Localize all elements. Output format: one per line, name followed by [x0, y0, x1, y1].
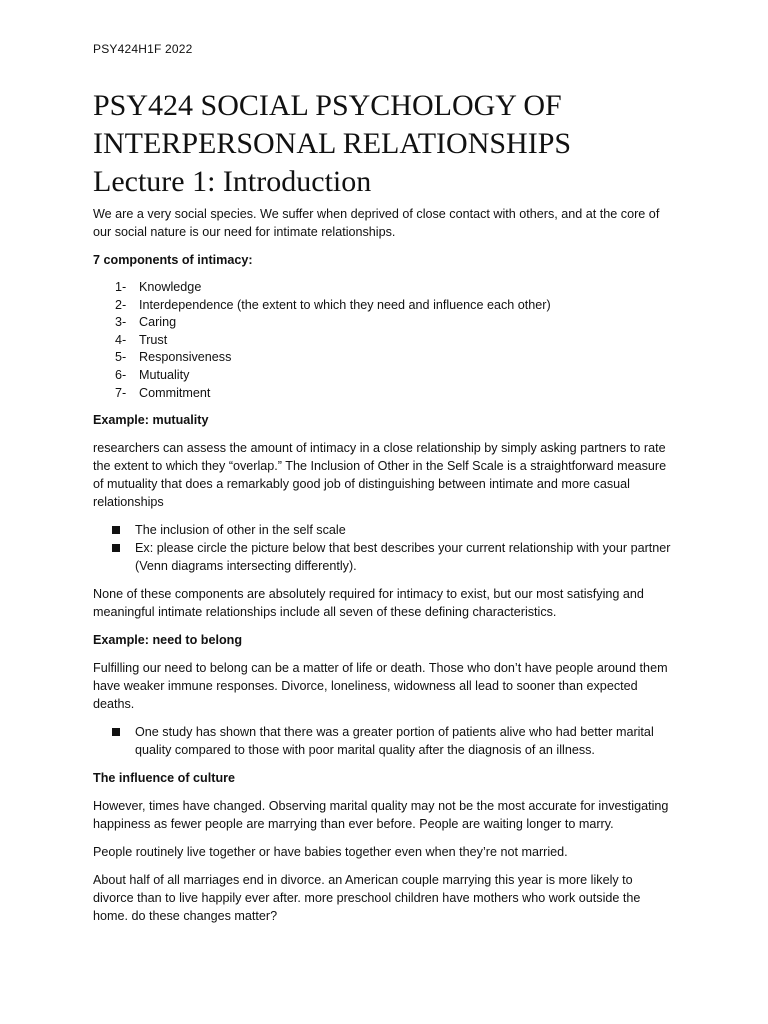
list-number: 5- — [115, 350, 127, 365]
mutuality-bullet-list — [93, 521, 671, 575]
culture-paragraph-2: People routinely live together or have babies together even when they’re not married. — [93, 845, 568, 860]
culture-paragraph-1: However, times have changed. Observing marital quality may not be the most accurate for investigating happiness as fewer people are marrying than ever before. People are waiting longer to marry. — [93, 799, 669, 832]
culture-paragraph-3: About half of all marriages end in divorce. an American couple marrying this year is more likely to divorce than to live happily ever after. more preschool children have mothers who work outside the home. do these changes matter? — [93, 873, 641, 924]
list-item — [93, 521, 671, 539]
list-number: 1- — [115, 280, 127, 294]
list-item-text: One study has shown that there was a greater portion of patients alive who had better marital quality compared to those with poor marital quality after the diagnosis of an illness. — [135, 725, 654, 758]
list-item — [93, 279, 671, 297]
document-title — [93, 87, 693, 201]
list-item — [93, 349, 671, 367]
list-item-text: Mutuality — [139, 367, 190, 382]
belong-bullet-list — [93, 723, 671, 759]
list-item — [93, 723, 671, 759]
list-item-text: Caring — [139, 315, 177, 330]
title-line-1: PSY424 SOCIAL PSYCHOLOGY OF — [93, 89, 562, 122]
list-item — [93, 385, 671, 403]
list-item — [93, 332, 671, 350]
list-item — [93, 539, 671, 575]
list-item — [93, 297, 671, 315]
list-item-text: The inclusion of other in the self scale — [135, 523, 346, 538]
intro-paragraph: We are a very social species. We suffer when deprived of close contact with others, and at the core of our social nature is our need for intimate relationships. — [93, 207, 660, 239]
list-item-text: Interdependence (the extent to which they need and influence each other) — [139, 297, 551, 312]
list-item — [93, 314, 671, 332]
square-bullet-icon — [112, 544, 120, 552]
list-number: 3- — [115, 315, 127, 330]
mutuality-heading: Example: mutuality — [93, 413, 209, 428]
list-item-text: Responsiveness — [139, 350, 232, 365]
list-number: 4- — [115, 332, 127, 347]
list-number: 2- — [115, 297, 127, 312]
culture-heading: The influence of culture — [93, 771, 236, 786]
list-number: 6- — [115, 367, 127, 382]
components-list — [93, 279, 671, 402]
components-note-paragraph: None of these components are absolutely required for intimacy to exist, but our most satisfying and meaningful intimate relationships include all seven of these defining characteristics. — [93, 587, 644, 620]
list-number: 7- — [115, 385, 127, 400]
list-item — [93, 367, 671, 385]
list-item-text: Commitment — [139, 385, 211, 400]
list-item-text: Trust — [139, 332, 168, 347]
mutuality-paragraph: researchers can assess the amount of intimacy in a close relationship by simply asking partners to rate the extent to which they “overlap.” The Inclusion of Other in the Self Scale is a straightforward measure of mutuality that does a remarkably good job of distinguishing between intimate and more casual relationships — [93, 441, 667, 510]
square-bullet-icon — [112, 526, 120, 534]
title-line-2: INTERPERSONAL RELATIONSHIPS — [93, 127, 572, 160]
list-item-text: Knowledge — [139, 280, 202, 294]
belong-heading: Example: need to belong — [93, 633, 243, 648]
title-line-3: Lecture 1: Introduction — [93, 165, 372, 198]
components-heading: 7 components of intimacy: — [93, 253, 253, 267]
page-header: PSY424H1F 2022 — [93, 42, 193, 56]
belong-paragraph: Fulfilling our need to belong can be a matter of life or death. Those who don’t have people around them have weaker immune responses. Divorce, loneliness, widowness all lead to sooner than expected deaths. — [93, 661, 668, 712]
list-item-text: Ex: please circle the picture below that best describes your current relationship with your partner (Venn diagrams intersecting differently). — [135, 541, 671, 574]
square-bullet-icon — [112, 728, 120, 736]
document-body — [93, 205, 671, 935]
